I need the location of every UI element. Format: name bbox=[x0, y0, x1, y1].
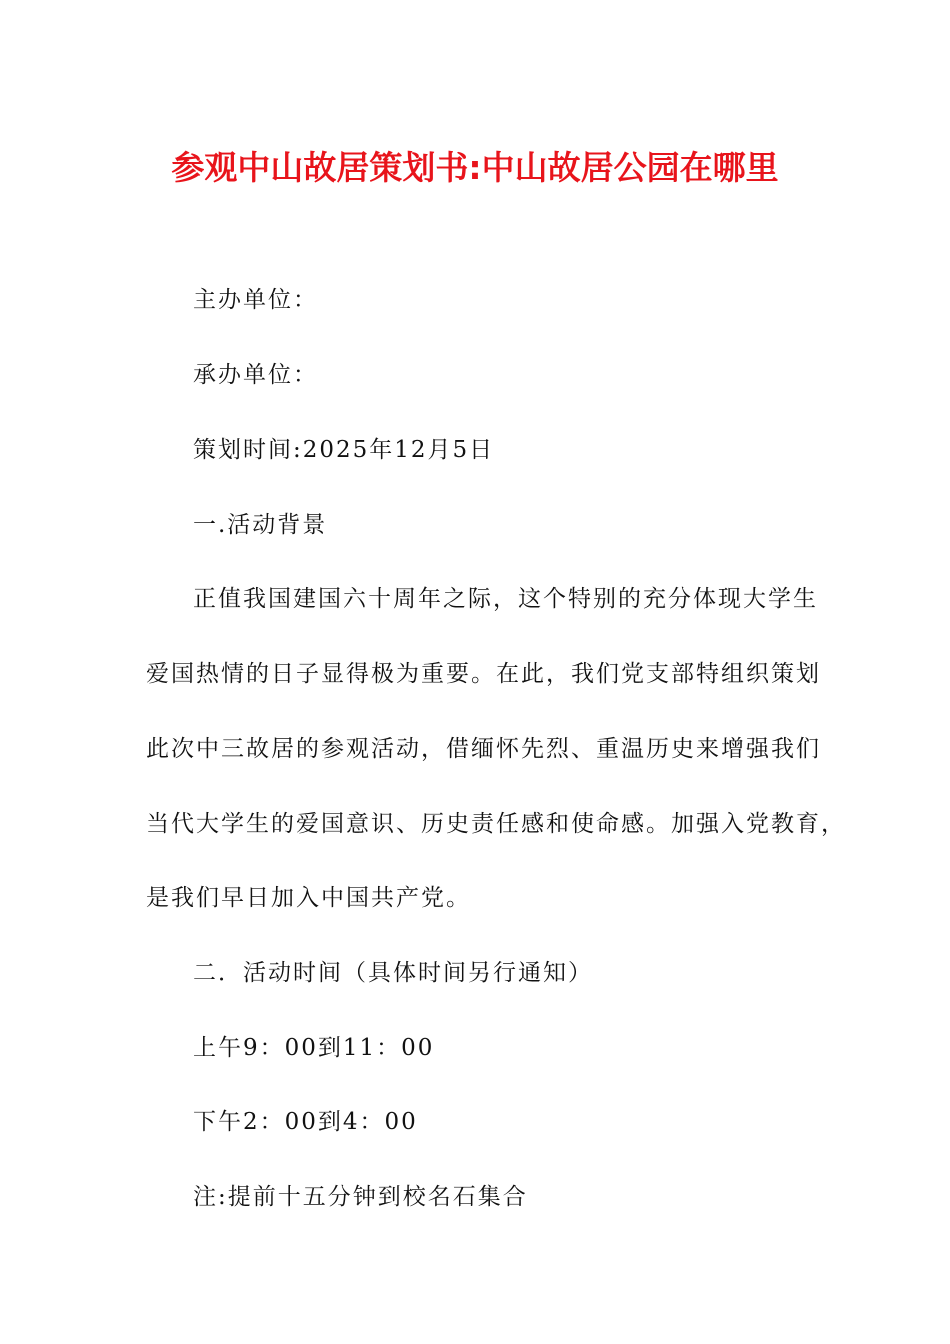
planning-date-line: 策划时间:2025年12月5日 bbox=[193, 437, 495, 463]
paragraph-line: 爱国热情的日子显得极为重要。在此，我们党支部特组织策划 bbox=[146, 661, 821, 687]
paragraph-line: 此次中三故居的参观活动，借缅怀先烈、重温历史来增强我们 bbox=[146, 736, 821, 762]
note-line: 注:提前十五分钟到校名石集合 bbox=[193, 1184, 528, 1210]
morning-time-line: 上午9：00到11：00 bbox=[193, 1035, 435, 1061]
organizer-line: 主办单位： bbox=[193, 287, 318, 313]
co-organizer-line: 承办单位： bbox=[193, 362, 318, 388]
section-heading-background: 一.活动背景 bbox=[193, 512, 328, 538]
paragraph-line: 是我们早日加入中国共产党。 bbox=[146, 885, 471, 911]
afternoon-time-line: 下午2：00到4：00 bbox=[193, 1109, 418, 1135]
section-heading-time: 二．活动时间（具体时间另行通知） bbox=[193, 960, 593, 986]
document-title: 参观中山故居策划书:中山故居公园在哪里 bbox=[171, 148, 779, 187]
paragraph-line: 正值我国建国六十周年之际，这个特别的充分体现大学生 bbox=[193, 586, 818, 612]
paragraph-line: 当代大学生的爱国意识、历史责任感和使命感。加强入党教育， bbox=[146, 811, 846, 837]
